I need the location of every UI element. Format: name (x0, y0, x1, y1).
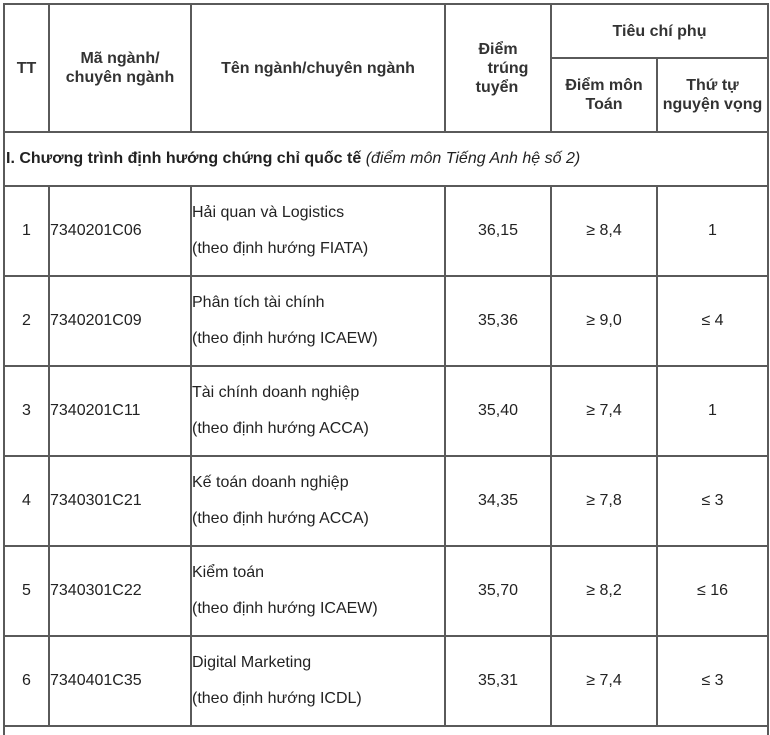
section-title (4, 132, 768, 186)
cell-tt: 4 (4, 456, 49, 546)
cell-code: 7340201C06 (49, 186, 191, 276)
header-code-line2: chuyên ngành (65, 69, 175, 86)
header-math-line1: Điểm môn (565, 77, 643, 94)
header-score-line2: trúng (487, 59, 529, 77)
cell-score: 34,35 (445, 456, 551, 546)
cell-math: ≥ 8,4 (551, 186, 657, 276)
header-code (49, 4, 191, 132)
cell-tt: 3 (4, 366, 49, 456)
cell-name (191, 546, 445, 636)
cell-preference: ≤ 3 (657, 636, 768, 726)
cell-code: 7340201C11 (49, 366, 191, 456)
header-score-line3: tuyển (475, 78, 519, 96)
header-sub-criteria: Tiêu chí phụ (551, 4, 768, 58)
header-name: Tên ngành/chuyên ngành (191, 4, 445, 132)
cell-score: 35,40 (445, 366, 551, 456)
cell-score: 35,70 (445, 546, 551, 636)
cell-math: ≥ 8,2 (551, 546, 657, 636)
header-math (551, 58, 657, 132)
cell-code: 7340201C09 (49, 276, 191, 366)
table-row (4, 456, 768, 546)
cell-code: 7340301C21 (49, 456, 191, 546)
table-row (4, 276, 768, 366)
cell-name-main: Kiểm toán (192, 564, 265, 581)
header-score-line1: Điểm (478, 40, 518, 58)
table-row-continuation (4, 726, 768, 735)
cell-name (191, 636, 445, 726)
cell-score: 35,31 (445, 636, 551, 726)
cell-name-orientation: (theo định hướng ICDL) (192, 690, 362, 707)
cell-tt: 2 (4, 276, 49, 366)
cell-name-main: Tài chính doanh nghiệp (192, 384, 360, 401)
cell-name (191, 366, 445, 456)
cell-math: ≥ 7,8 (551, 456, 657, 546)
cell-math: ≥ 9,0 (551, 276, 657, 366)
cell-name-orientation: (theo định hướng ACCA) (192, 420, 369, 437)
header-score (445, 4, 551, 132)
header-math-line2: Toán (585, 96, 623, 113)
table-row (4, 546, 768, 636)
header-pref-line2: nguyện vọng (662, 96, 763, 113)
cell-name (191, 456, 445, 546)
cell-preference: ≤ 16 (657, 546, 768, 636)
cell-name (191, 276, 445, 366)
cell-preference: 1 (657, 366, 768, 456)
cell-score: 36,15 (445, 186, 551, 276)
cell-preference: 1 (657, 186, 768, 276)
cell-name-orientation: (theo định hướng ICAEW) (192, 330, 378, 347)
table-row (4, 366, 768, 456)
cell-name-main: Digital Marketing (192, 654, 312, 671)
cell-preference: ≤ 3 (657, 456, 768, 546)
cell-tt: 1 (4, 186, 49, 276)
cell-math: ≥ 7,4 (551, 366, 657, 456)
cell-preference: ≤ 4 (657, 276, 768, 366)
header-preference (657, 58, 768, 132)
section-note: (điểm môn Tiếng Anh hệ số 2) (365, 150, 581, 167)
continuation-cell (4, 726, 768, 735)
cell-name-orientation: (theo định hướng ACCA) (192, 510, 369, 527)
cell-name-main: Kế toán doanh nghiệp (192, 474, 349, 491)
admission-scores-table (3, 3, 769, 735)
cell-name (191, 186, 445, 276)
cell-score: 35,36 (445, 276, 551, 366)
cell-name-orientation: (theo định hướng FIATA) (192, 240, 369, 257)
cell-name-main: Hải quan và Logistics (192, 204, 345, 221)
cell-name-main: Phân tích tài chính (192, 294, 325, 311)
section-title-text: I. Chương trình định hướng chứng chỉ quốc tế (6, 150, 362, 167)
cell-code: 7340301C22 (49, 546, 191, 636)
cell-math: ≥ 7,4 (551, 636, 657, 726)
table-row (4, 186, 768, 276)
cell-name-orientation: (theo định hướng ICAEW) (192, 600, 378, 617)
header-pref-line1: Thứ tự (686, 77, 739, 94)
header-code-line1: Mã ngành/ (80, 50, 160, 67)
table-row (4, 636, 768, 726)
cell-code: 7340401C35 (49, 636, 191, 726)
header-tt: TT (4, 4, 49, 132)
cell-tt: 5 (4, 546, 49, 636)
cell-tt: 6 (4, 636, 49, 726)
